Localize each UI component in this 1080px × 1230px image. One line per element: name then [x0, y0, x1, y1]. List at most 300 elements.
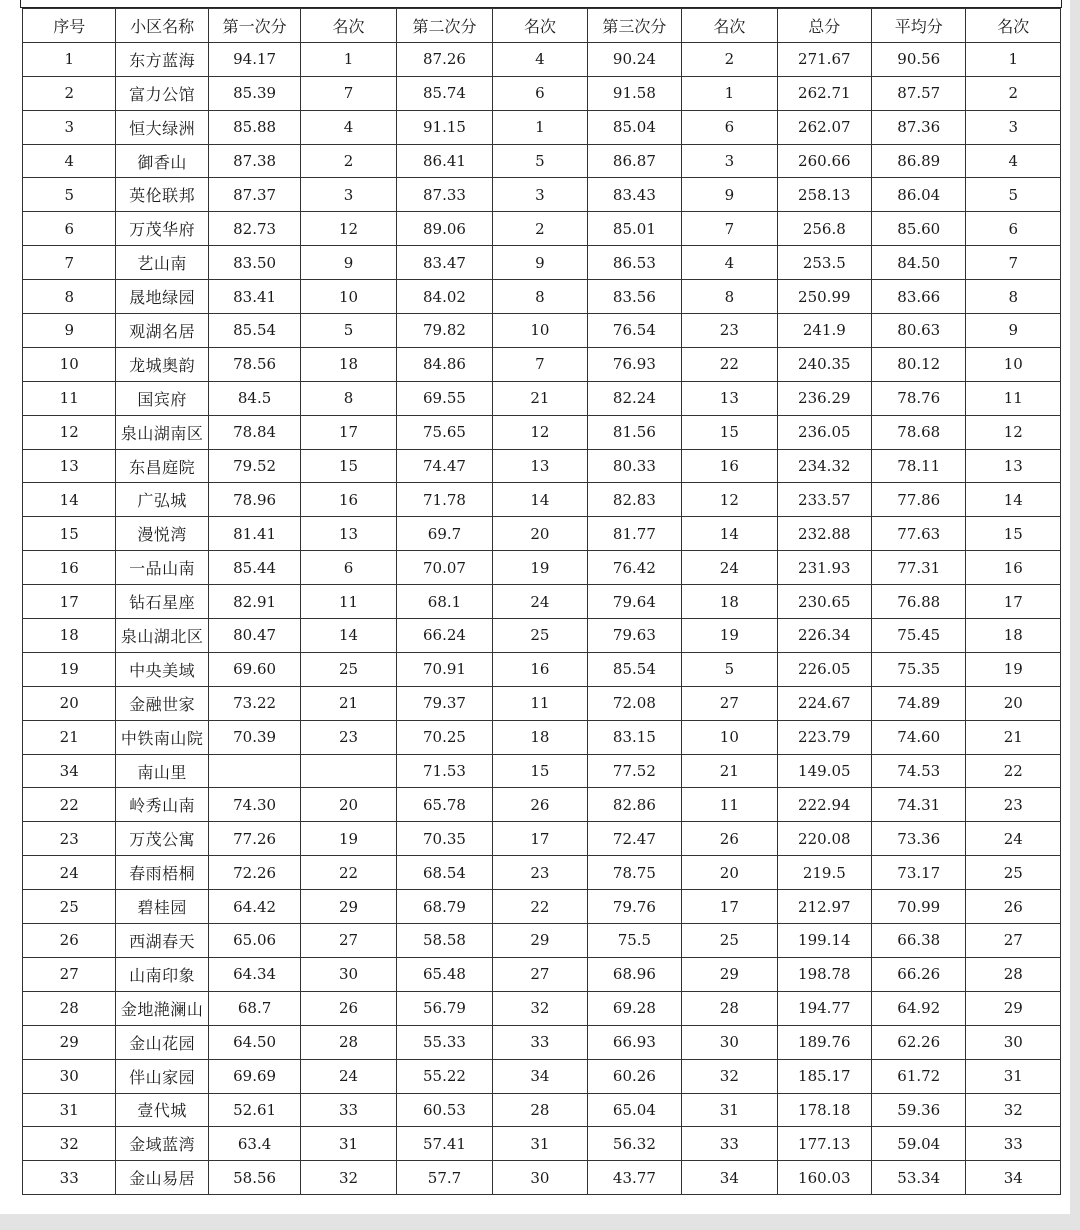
cell-third-score: 72.08 — [587, 686, 681, 720]
table-row — [23, 822, 1061, 856]
header-first-rank: 名次 — [301, 9, 396, 43]
header-second-score: 第二次分 — [396, 9, 492, 43]
cell-total-score: 178.18 — [777, 1093, 871, 1127]
cell-community-name: 金域蓝湾 — [116, 1127, 208, 1161]
cell-community-name: 艺山南 — [116, 246, 208, 280]
cell-community-name: 万茂华府 — [116, 212, 208, 246]
cell-serial: 5 — [23, 178, 116, 212]
cell-third-score: 82.83 — [587, 483, 681, 517]
cell-average-score: 78.76 — [872, 381, 966, 415]
cell-final-rank: 6 — [966, 212, 1061, 246]
cell-third-rank: 25 — [682, 924, 777, 958]
cell-second-rank: 10 — [493, 314, 587, 348]
cell-second-rank: 33 — [493, 1025, 587, 1059]
cell-second-score: 69.7 — [396, 517, 492, 551]
table-row — [23, 144, 1061, 178]
cell-third-rank: 22 — [682, 347, 777, 381]
cell-first-score: 80.47 — [208, 619, 300, 653]
cell-serial: 3 — [23, 110, 116, 144]
cell-total-score: 219.5 — [777, 856, 871, 890]
header-average-score: 平均分 — [872, 9, 966, 43]
cell-average-score: 75.35 — [872, 652, 966, 686]
cell-total-score: 177.13 — [777, 1127, 871, 1161]
cell-second-rank: 3 — [493, 178, 587, 212]
cell-community-name: 伴山家园 — [116, 1059, 208, 1093]
cell-community-name: 西湖春天 — [116, 924, 208, 958]
cell-serial: 30 — [23, 1059, 116, 1093]
table-row — [23, 1093, 1061, 1127]
cell-first-rank: 4 — [301, 110, 396, 144]
cell-final-rank: 4 — [966, 144, 1061, 178]
cell-final-rank: 17 — [966, 585, 1061, 619]
cell-third-rank: 26 — [682, 822, 777, 856]
cell-average-score: 77.63 — [872, 517, 966, 551]
cell-second-score: 57.41 — [396, 1127, 492, 1161]
cell-total-score: 234.32 — [777, 449, 871, 483]
cell-second-rank: 18 — [493, 720, 587, 754]
cell-serial: 6 — [23, 212, 116, 246]
cell-community-name: 春雨梧桐 — [116, 856, 208, 890]
table-row — [23, 483, 1061, 517]
cell-second-score: 75.65 — [396, 415, 492, 449]
cell-total-score: 189.76 — [777, 1025, 871, 1059]
cell-total-score: 230.65 — [777, 585, 871, 619]
cell-community-name: 碧桂园 — [116, 890, 208, 924]
cell-third-score: 68.96 — [587, 957, 681, 991]
cell-average-score: 78.68 — [872, 415, 966, 449]
cell-final-rank: 1 — [966, 42, 1061, 76]
cell-total-score: 241.9 — [777, 314, 871, 348]
table-row — [23, 652, 1061, 686]
cell-third-rank: 5 — [682, 652, 777, 686]
cell-first-rank: 13 — [301, 517, 396, 551]
cell-total-score: 199.14 — [777, 924, 871, 958]
cell-total-score: 160.03 — [777, 1161, 871, 1195]
table-row — [23, 720, 1061, 754]
cell-first-score: 63.4 — [208, 1127, 300, 1161]
cell-average-score: 64.92 — [872, 991, 966, 1025]
cell-second-rank: 12 — [493, 415, 587, 449]
cell-total-score: 240.35 — [777, 347, 871, 381]
cell-third-score: 66.93 — [587, 1025, 681, 1059]
table-row — [23, 314, 1061, 348]
cell-first-rank: 24 — [301, 1059, 396, 1093]
cell-community-name: 御香山 — [116, 144, 208, 178]
cell-third-rank: 27 — [682, 686, 777, 720]
cell-final-rank: 19 — [966, 652, 1061, 686]
cell-third-rank: 15 — [682, 415, 777, 449]
table-row — [23, 1127, 1061, 1161]
cell-third-score: 78.75 — [587, 856, 681, 890]
cell-second-score: 58.58 — [396, 924, 492, 958]
cell-first-score: 78.56 — [208, 347, 300, 381]
table-row — [23, 246, 1061, 280]
cell-average-score: 62.26 — [872, 1025, 966, 1059]
cell-first-score: 82.73 — [208, 212, 300, 246]
cell-first-rank: 32 — [301, 1161, 396, 1195]
cell-third-rank: 30 — [682, 1025, 777, 1059]
cell-second-rank: 29 — [493, 924, 587, 958]
cell-third-rank: 11 — [682, 788, 777, 822]
cell-serial: 28 — [23, 991, 116, 1025]
cell-total-score: 236.29 — [777, 381, 871, 415]
cell-first-rank: 15 — [301, 449, 396, 483]
cell-first-score: 74.30 — [208, 788, 300, 822]
cell-third-score: 79.63 — [587, 619, 681, 653]
cell-serial: 9 — [23, 314, 116, 348]
table-row — [23, 754, 1061, 788]
cell-third-rank: 34 — [682, 1161, 777, 1195]
cell-third-rank: 8 — [682, 280, 777, 314]
cell-first-score: 64.34 — [208, 957, 300, 991]
cell-first-rank: 11 — [301, 585, 396, 619]
cell-first-score: 84.5 — [208, 381, 300, 415]
cell-serial: 11 — [23, 381, 116, 415]
cell-third-score: 85.54 — [587, 652, 681, 686]
cell-average-score: 66.38 — [872, 924, 966, 958]
cell-final-rank: 7 — [966, 246, 1061, 280]
cell-serial: 19 — [23, 652, 116, 686]
cell-second-score: 70.35 — [396, 822, 492, 856]
cell-first-rank: 17 — [301, 415, 396, 449]
cell-serial: 13 — [23, 449, 116, 483]
cell-third-rank: 13 — [682, 381, 777, 415]
table-row — [23, 551, 1061, 585]
cell-serial: 16 — [23, 551, 116, 585]
cell-third-score: 75.5 — [587, 924, 681, 958]
cell-second-score: 68.1 — [396, 585, 492, 619]
cell-serial: 23 — [23, 822, 116, 856]
cell-second-rank: 34 — [493, 1059, 587, 1093]
cell-second-score: 55.33 — [396, 1025, 492, 1059]
cell-serial: 27 — [23, 957, 116, 991]
cell-third-score: 76.42 — [587, 551, 681, 585]
cell-final-rank: 23 — [966, 788, 1061, 822]
cell-second-score: 71.53 — [396, 754, 492, 788]
cell-community-name: 漫悦湾 — [116, 517, 208, 551]
cell-second-score: 74.47 — [396, 449, 492, 483]
cell-total-score: 226.05 — [777, 652, 871, 686]
cell-third-score: 85.04 — [587, 110, 681, 144]
score-ranking-table — [22, 8, 1061, 1195]
table-row — [23, 686, 1061, 720]
cell-final-rank: 21 — [966, 720, 1061, 754]
cell-second-score: 87.33 — [396, 178, 492, 212]
cell-second-rank: 25 — [493, 619, 587, 653]
cell-third-score: 56.32 — [587, 1127, 681, 1161]
cell-community-name: 金融世家 — [116, 686, 208, 720]
cell-second-score: 69.55 — [396, 381, 492, 415]
table-row — [23, 924, 1061, 958]
cell-first-rank: 3 — [301, 178, 396, 212]
cell-second-rank: 23 — [493, 856, 587, 890]
table-row — [23, 449, 1061, 483]
cell-third-rank: 1 — [682, 76, 777, 110]
header-third-score: 第三次分 — [587, 9, 681, 43]
cell-average-score: 77.31 — [872, 551, 966, 585]
cell-final-rank: 31 — [966, 1059, 1061, 1093]
cell-second-rank: 22 — [493, 890, 587, 924]
cell-second-rank: 13 — [493, 449, 587, 483]
cell-second-rank: 31 — [493, 1127, 587, 1161]
header-second-rank: 名次 — [493, 9, 587, 43]
cell-community-name: 金山花园 — [116, 1025, 208, 1059]
cell-first-rank: 14 — [301, 619, 396, 653]
cell-third-score: 76.93 — [587, 347, 681, 381]
cell-third-score: 83.43 — [587, 178, 681, 212]
cell-final-rank: 20 — [966, 686, 1061, 720]
table-row — [23, 381, 1061, 415]
cell-serial: 2 — [23, 76, 116, 110]
cell-community-name: 恒大绿洲 — [116, 110, 208, 144]
cell-first-rank: 29 — [301, 890, 396, 924]
cell-first-score: 78.96 — [208, 483, 300, 517]
cell-second-rank: 26 — [493, 788, 587, 822]
cell-average-score: 83.66 — [872, 280, 966, 314]
cell-total-score: 231.93 — [777, 551, 871, 585]
cell-third-score: 86.87 — [587, 144, 681, 178]
cell-first-score: 82.91 — [208, 585, 300, 619]
cell-third-rank: 12 — [682, 483, 777, 517]
cell-first-score: 69.69 — [208, 1059, 300, 1093]
table-row — [23, 1025, 1061, 1059]
cell-serial: 20 — [23, 686, 116, 720]
cell-community-name: 国宾府 — [116, 381, 208, 415]
cell-first-rank: 23 — [301, 720, 396, 754]
cell-final-rank: 25 — [966, 856, 1061, 890]
cell-final-rank: 2 — [966, 76, 1061, 110]
cell-community-name: 英伦联邦 — [116, 178, 208, 212]
cell-average-score: 90.56 — [872, 42, 966, 76]
cell-community-name: 泉山湖北区 — [116, 619, 208, 653]
cell-third-score: 82.24 — [587, 381, 681, 415]
cell-second-score: 56.79 — [396, 991, 492, 1025]
cell-total-score: 262.71 — [777, 76, 871, 110]
cell-second-rank: 28 — [493, 1093, 587, 1127]
cell-first-score: 65.06 — [208, 924, 300, 958]
table-row — [23, 76, 1061, 110]
cell-average-score: 53.34 — [872, 1161, 966, 1195]
cell-first-rank: 8 — [301, 381, 396, 415]
cell-second-rank: 1 — [493, 110, 587, 144]
cell-total-score: 198.78 — [777, 957, 871, 991]
cell-third-rank: 14 — [682, 517, 777, 551]
cell-second-score: 57.7 — [396, 1161, 492, 1195]
cell-community-name: 龙城奥韵 — [116, 347, 208, 381]
cell-second-score: 85.74 — [396, 76, 492, 110]
cell-final-rank: 28 — [966, 957, 1061, 991]
cell-second-rank: 19 — [493, 551, 587, 585]
cell-third-rank: 10 — [682, 720, 777, 754]
cell-serial: 18 — [23, 619, 116, 653]
cell-total-score: 226.34 — [777, 619, 871, 653]
cell-third-score: 76.54 — [587, 314, 681, 348]
cell-serial: 34 — [23, 754, 116, 788]
cell-final-rank: 33 — [966, 1127, 1061, 1161]
table-row — [23, 42, 1061, 76]
cell-second-score: 60.53 — [396, 1093, 492, 1127]
cell-second-score: 55.22 — [396, 1059, 492, 1093]
cell-first-score: 83.50 — [208, 246, 300, 280]
table-row — [23, 1059, 1061, 1093]
cell-average-score: 74.31 — [872, 788, 966, 822]
cell-first-score: 85.88 — [208, 110, 300, 144]
cell-third-score: 83.15 — [587, 720, 681, 754]
table-row — [23, 856, 1061, 890]
cell-total-score: 220.08 — [777, 822, 871, 856]
cell-third-rank: 17 — [682, 890, 777, 924]
cell-third-rank: 4 — [682, 246, 777, 280]
cell-second-score: 68.54 — [396, 856, 492, 890]
header-final-rank: 名次 — [966, 9, 1061, 43]
table-top-border — [20, 0, 1062, 8]
cell-first-rank: 22 — [301, 856, 396, 890]
cell-final-rank: 27 — [966, 924, 1061, 958]
table-row — [23, 178, 1061, 212]
cell-third-score: 90.24 — [587, 42, 681, 76]
cell-third-rank: 7 — [682, 212, 777, 246]
cell-total-score: 260.66 — [777, 144, 871, 178]
cell-serial: 4 — [23, 144, 116, 178]
table-row — [23, 957, 1061, 991]
cell-serial: 17 — [23, 585, 116, 619]
cell-second-score: 65.78 — [396, 788, 492, 822]
cell-third-score: 85.01 — [587, 212, 681, 246]
cell-second-rank: 20 — [493, 517, 587, 551]
cell-third-score: 81.56 — [587, 415, 681, 449]
cell-second-rank: 15 — [493, 754, 587, 788]
cell-community-name: 一品山南 — [116, 551, 208, 585]
cell-first-score: 70.39 — [208, 720, 300, 754]
table-row — [23, 415, 1061, 449]
header-total-score: 总分 — [777, 9, 871, 43]
cell-third-rank: 16 — [682, 449, 777, 483]
cell-average-score: 80.63 — [872, 314, 966, 348]
cell-first-score: 73.22 — [208, 686, 300, 720]
cell-serial: 29 — [23, 1025, 116, 1059]
cell-first-rank: 20 — [301, 788, 396, 822]
cell-third-score: 79.64 — [587, 585, 681, 619]
cell-third-rank: 23 — [682, 314, 777, 348]
cell-first-rank: 7 — [301, 76, 396, 110]
cell-third-rank: 29 — [682, 957, 777, 991]
cell-final-rank: 32 — [966, 1093, 1061, 1127]
cell-community-name: 山南印象 — [116, 957, 208, 991]
table-row — [23, 788, 1061, 822]
table-row — [23, 280, 1061, 314]
cell-final-rank: 34 — [966, 1161, 1061, 1195]
cell-final-rank: 16 — [966, 551, 1061, 585]
cell-second-score: 68.79 — [396, 890, 492, 924]
cell-serial: 15 — [23, 517, 116, 551]
cell-first-rank: 18 — [301, 347, 396, 381]
cell-final-rank: 26 — [966, 890, 1061, 924]
cell-second-score: 66.24 — [396, 619, 492, 653]
cell-third-score: 69.28 — [587, 991, 681, 1025]
cell-first-rank: 31 — [301, 1127, 396, 1161]
header-first-score: 第一次分 — [208, 9, 300, 43]
cell-total-score: 271.67 — [777, 42, 871, 76]
cell-final-rank: 22 — [966, 754, 1061, 788]
cell-third-score: 91.58 — [587, 76, 681, 110]
cell-final-rank: 14 — [966, 483, 1061, 517]
cell-final-rank: 30 — [966, 1025, 1061, 1059]
cell-first-rank: 9 — [301, 246, 396, 280]
cell-first-rank: 30 — [301, 957, 396, 991]
cell-third-score: 80.33 — [587, 449, 681, 483]
cell-community-name: 万茂公寓 — [116, 822, 208, 856]
cell-final-rank: 9 — [966, 314, 1061, 348]
cell-final-rank: 29 — [966, 991, 1061, 1025]
cell-average-score: 76.88 — [872, 585, 966, 619]
cell-third-rank: 6 — [682, 110, 777, 144]
cell-average-score: 74.89 — [872, 686, 966, 720]
table-header-row — [23, 9, 1061, 43]
cell-final-rank: 15 — [966, 517, 1061, 551]
cell-average-score: 73.17 — [872, 856, 966, 890]
cell-second-rank: 4 — [493, 42, 587, 76]
cell-total-score: 236.05 — [777, 415, 871, 449]
cell-third-score: 65.04 — [587, 1093, 681, 1127]
cell-second-rank: 9 — [493, 246, 587, 280]
cell-serial: 14 — [23, 483, 116, 517]
cell-final-rank: 11 — [966, 381, 1061, 415]
cell-second-rank: 7 — [493, 347, 587, 381]
cell-community-name: 观湖名居 — [116, 314, 208, 348]
cell-total-score: 223.79 — [777, 720, 871, 754]
cell-final-rank: 13 — [966, 449, 1061, 483]
cell-average-score: 86.04 — [872, 178, 966, 212]
cell-final-rank: 18 — [966, 619, 1061, 653]
cell-average-score: 73.36 — [872, 822, 966, 856]
cell-final-rank: 3 — [966, 110, 1061, 144]
cell-serial: 1 — [23, 42, 116, 76]
cell-community-name: 晟地绿园 — [116, 280, 208, 314]
cell-community-name: 富力公馆 — [116, 76, 208, 110]
table-row — [23, 212, 1061, 246]
cell-first-rank: 16 — [301, 483, 396, 517]
cell-first-rank: 12 — [301, 212, 396, 246]
cell-final-rank: 12 — [966, 415, 1061, 449]
cell-second-score: 89.06 — [396, 212, 492, 246]
cell-average-score: 87.36 — [872, 110, 966, 144]
cell-average-score: 59.36 — [872, 1093, 966, 1127]
cell-community-name: 岭秀山南 — [116, 788, 208, 822]
cell-second-score: 70.07 — [396, 551, 492, 585]
cell-community-name: 东方蓝海 — [116, 42, 208, 76]
cell-average-score: 86.89 — [872, 144, 966, 178]
cell-community-name: 中央美域 — [116, 652, 208, 686]
cell-total-score: 185.17 — [777, 1059, 871, 1093]
cell-second-rank: 5 — [493, 144, 587, 178]
cell-first-rank: 19 — [301, 822, 396, 856]
cell-community-name: 东昌庭院 — [116, 449, 208, 483]
cell-second-rank: 2 — [493, 212, 587, 246]
cell-third-rank: 32 — [682, 1059, 777, 1093]
cell-first-rank: 21 — [301, 686, 396, 720]
cell-first-rank: 28 — [301, 1025, 396, 1059]
cell-second-rank: 16 — [493, 652, 587, 686]
cell-first-score: 94.17 — [208, 42, 300, 76]
cell-total-score: 224.67 — [777, 686, 871, 720]
cell-first-score: 85.39 — [208, 76, 300, 110]
cell-community-name: 泉山湖南区 — [116, 415, 208, 449]
cell-third-rank: 24 — [682, 551, 777, 585]
cell-average-score: 74.60 — [872, 720, 966, 754]
cell-second-score: 70.91 — [396, 652, 492, 686]
table-row — [23, 110, 1061, 144]
cell-second-rank: 24 — [493, 585, 587, 619]
